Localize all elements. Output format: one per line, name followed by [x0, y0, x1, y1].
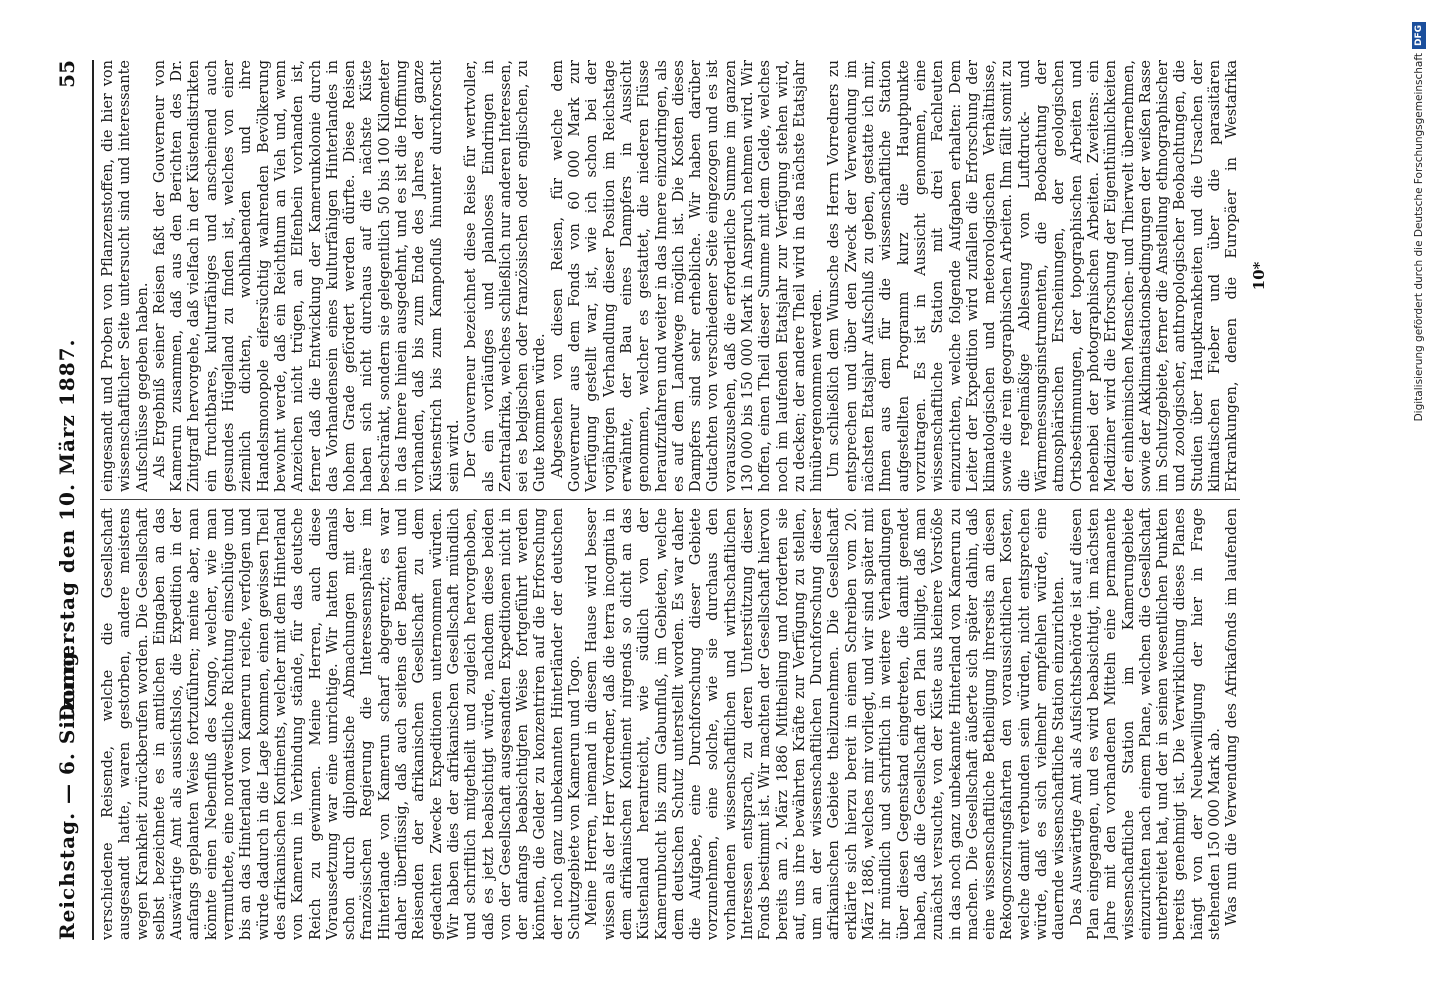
- page-header: [55, 60, 95, 940]
- right-column: [100, 60, 1240, 492]
- header-rule: [92, 60, 94, 940]
- paragraph: eingesandt und Proben von Pflanzenstoffen, die hier von wissenschaftlicher Seite untersucht sind und interessante Aufschlüsse gegeben haben.: [100, 60, 151, 492]
- paragraph: Als Ergebniß seiner Reisen faßt der Gouverneur von Kamerun zusammen, daß aus den Berichten des Dr. Zintgraff hervorgehe, daß vielfach in der Küstendistrikten ein fruchtbares, kulturfähiges und anscheinend auch gesundes Hügelland zu finden ist, welches von einer ziemlich dichten, wohlhabenden und ihre Handelsmonopole eifersüchtig wahrenden Bevölkerung bewohnt werde, daß ein Reichthum an Vieh und, wenn Anzeichen nicht trügen, an Elfenbein vorhanden ist, ferner daß die Entwicklung der Kamerunkolonie durch das Vorhandensein eines kulturfähigen Hinterlandes in hohem Grade gefördert werden dürfte. Diese Reisen haben sich nicht durchaus auf die nächste Küste beschränkt, sondern sie gelegentlich 50 bis 100 Kilometer in das Innere hinein ausgedehnt, und es ist die Hoffnung vorhanden, daß bis zum Ende des Jahres der ganze Küstenstrich bis zum Kampofluß hinunter durchforscht sein wird.: [151, 60, 462, 492]
- paragraph: Meine Herren, niemand in diesem Hause wird besser wissen als der Herr Vorredner, daß die terra incognita in dem afrikanischen Kontinent nirgends so dicht an das Küstenland herantreicht, wie südlich von der Kamerunbucht bis zum Gabunfluß, im Gebieten, welche dem deutschen Schutz unterstellt worden. Es war daher die Aufgabe, eine Durchforschung dieser Gebiete vorzunehmen, eine solche, wie sie durchaus den vorhandenen wissenschaftlichen und wirthschaftlichen Interessen entsprach, zu deren Unterstützung dieser Fonds bestimmt ist. Wir machten der Gesellschaft hiervon bereits am 2. März 1886 Mittheilung und forderten sie auf, uns ihre bewährten Kräfte zur Verfügung zu stellen, um an der wissenschaftlichen Durchforschung dieser afrikanischen Gebiete theilzunehmen. Die Gesellschaft erklärte sich hierzu bereit in einem Schreiben vom 20. März 1886, welches mir vorliegt, und wir sind später mit ihr mündlich und schriftlich in weitere Verhandlungen über diesen Gegenstand eingetreten, die damit geendet haben, daß die Gesellschaft den Plan billigte, daß man zunächst versuchte, von der Küste aus kleinere Vorstöße in das noch ganz unbekannte Hinterland von Kamerun zu machen. Die Gesellschaft äußerte sich später dahin, daß eine wissenschaftliche Betheiligung ihrerseits an diesen Rekognoszirungsfahrten den voraussichtlichen Kosten, welche damit verbunden sein würden, nicht entsprechen würde, daß es sich vielmehr empfehlen würde, eine dauernde wissenschaftliche Station einzurichten.: [584, 508, 1068, 940]
- header-session: Reichstag. — 6. Sitzung.: [55, 643, 79, 940]
- page-number: 55: [55, 60, 79, 88]
- column-divider: [100, 499, 1240, 500]
- signature-mark: 10*: [1250, 261, 1268, 291]
- digitization-stamp: [1408, 22, 1430, 992]
- paragraph: Um schließlich dem Wunsche des Herrn Vorredners zu entsprechen und über den Zweck der Verwendung im nächsten Etatsjahr Aufschluß zu geben, gestatte ich mir, Ihnen aus dem für die wissenschaftliche Station aufgestellten Programm kurz die Hauptpunkte vorzutragen. Es ist in Aussicht genommen, eine wissenschaftliche Station mit drei Fachleuten einzurichten, welche folgende Aufgaben erhalten: Dem Leiter der Expedition wird zufallen die Erforschung der klimatologischen und meteorologischen Verhältnisse, sowie die rein geographischen Arbeiten. Ihm fällt somit zu die regelmäßige Ablesung von Luftdruck- und Wärmemessungsinstrumenten, die Beobachtung der atmosphärischen Erscheinungen, der geologischen Ortsbestimmungen, der topographischen Arbeiten und nebenbei der photographischen Arbeiten. Zweitens: ein Mediziner wird die Erforschung der Eigenthümlichkeiten der einheimischen Menschen- und Thierwelt übernehmen, sowie der Akklimatisationsbedingungen der weißen Rasse im Schutzgebiete, ferner die Anstellung ethnographischer und zoologischer, anthropologischer Beobachtungen, die Studien über Hauptkrankheiten und die Ursachen der klimatischen Fieber und über die parasitären Erkrankungen, denen die Europäer in Westafrika: [826, 60, 1240, 492]
- paragraph: Der Gouverneur bezeichnet diese Reise für wertvoller, als ein vorläufiges und planloses Eindringen in Zentralafrika, welches schließlich nur anderen Interessen, sei es belgischen oder französischen oder englischen, zu Gute kommen würde.: [463, 60, 549, 492]
- paragraph: verschiedene Reisende, welche die Gesellschaft ausgesandt hatte, waren gestorben, andere meistens wegen Krankheit zurückberufen worden. Die Gesellschaft selbst bezeichnete es in amtlichen Eingaben an das Auswärtige Amt als aussichtslos, die Expedition in der anfangs geplanten Weise fortzuführen; meinte aber, man könnte einen Nebenfluß des Kongo, welcher, wie man vermuthete, eine nordwestliche Richtung einschlüge und bis an das Hinterland von Kamerun reiche, verfolgen und würde dadurch in die Lage kommen, einen gewissen Theil des afrikanischen Kontinents, welcher mit dem Hinterland von Kamerun in Verbindung stände, für das deutsche Reich zu gewinnen. Meine Herren, auch diese Voraussetzung war eine unrichtige. Wir hatten damals schon durch diplomatische Abmachungen mit der französischen Regierung die Interessensphäre im Hinterlande von Kamerun scharf abgegrenzt; es war daher überflüssig, daß auch seitens der Beamten und Reisenden der afrikanischen Gesellschaft zu dem gedachten Zwecke Expeditionen unternommen würden. Wir haben dies der afrikanischen Gesellschaft mündlich und schriftlich mitgetheilt und zugleich hervorgehoben, daß es jetzt beabsichtigt würde, nachdem diese beiden von der Gesellschaft ausgesandten Expeditionen nicht in der anfangs beabsichtigten Weise fortgeführt werden könnten, die Gelder zu konzentriren auf die Erforschung der noch ganz unbekannten Hinterländer der deutschen Schutzgebiete von Kamerun und Togo.: [100, 508, 584, 940]
- header-date: Donnerstag den 10. März 1887.: [55, 338, 79, 722]
- paragraph: Das Auswärtige Amt als Aufsichtsbehörde ist auf diesen Plan eingegangen, und es wird beabsichtigt, im nächsten Jahre mit den vorhandenen Mitteln eine permanente wissenschaftliche Station im Kamerungebiete einzurichten nach einem Plane, welchen die Gesellschaft unterbreitet hat, und der in seinen wesentlichen Punkten bereits genehmigt ist. Die Verwirklichung dieses Planes hängt von der Neubewilligung der hier in Frage stehenden 150 000 Mark ab.: [1068, 508, 1223, 940]
- left-column: [100, 508, 1240, 940]
- dfg-logo: DFG: [1412, 22, 1426, 49]
- paragraph: Abgesehen von diesen Reisen, für welche dem Gouverneur aus dem Fonds von 60 000 Mark zur Verfügung gestellt war, ist, wie ich schon bei der vorjährigen Verhandlung dieser Position im Reichstage erwähnte, der Bau eines Dampfers in Aussicht genommen, welcher es gestattet, die niederen Flüsse heraufzufahren und weiter in das Innere einzudringen, als es auf dem Landwege möglich ist. Die Kosten dieses Dampfers sind sehr erhebliche. Wir haben darüber Gutachten von verschiedener Seite eingezogen und es ist vorauszusehen, daß die erforderliche Summe im ganzen 130 000 bis 150 000 Mark in Anspruch nehmen wird. Wir hoffen, einen Theil dieser Summe mit dem Gelde, welches noch im laufenden Etatsjahr zur Verfügung stehen wird, zu decken; der andere Theil wird in das nächste Etatsjahr hinübergenommen werden.: [549, 60, 826, 492]
- digitization-notice: Digitalisierung gefördert durch die Deutsche Forschungsgemeinschaft: [1413, 53, 1425, 422]
- paragraph: Was nun die Verwendung des Afrikafonds im laufenden: [1224, 508, 1240, 926]
